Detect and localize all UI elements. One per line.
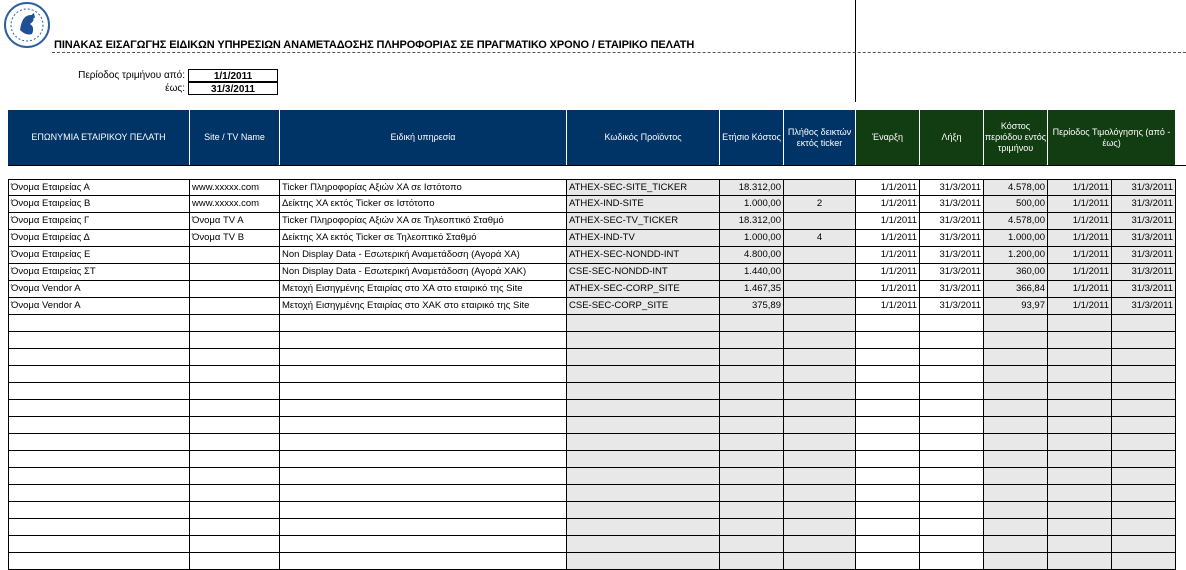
service-cell[interactable] — [280, 519, 567, 536]
index-count-cell[interactable] — [784, 298, 856, 315]
table-row — [8, 366, 1176, 383]
start-cell[interactable] — [856, 536, 920, 553]
end-cell[interactable] — [920, 417, 984, 434]
billing-to-cell[interactable] — [1112, 315, 1176, 332]
billing-to-cell[interactable] — [1112, 451, 1176, 468]
index-count-cell[interactable] — [784, 264, 856, 281]
site-cell[interactable]: Όνομα TV A — [190, 213, 280, 230]
annual-cost-cell[interactable] — [720, 417, 784, 434]
company-cell[interactable] — [8, 468, 190, 485]
billing-to-cell[interactable] — [1112, 383, 1176, 400]
index-count-cell[interactable] — [784, 451, 856, 468]
site-cell[interactable] — [190, 281, 280, 298]
start-cell[interactable]: 1/1/2011 — [856, 213, 920, 230]
annual-cost-cell[interactable] — [720, 434, 784, 451]
table-row — [8, 281, 1176, 298]
billing-to-cell[interactable] — [1112, 366, 1176, 383]
start-cell[interactable] — [856, 451, 920, 468]
index-count-cell[interactable] — [784, 349, 856, 366]
billing-from-cell[interactable]: 1/1/2011 — [1048, 281, 1112, 298]
product-code-cell[interactable] — [567, 502, 720, 519]
index-count-cell[interactable]: 2 — [784, 196, 856, 213]
company-cell[interactable]: Όνομα Εταιρείας Β — [8, 196, 190, 213]
annual-cost-cell[interactable]: 1.000,00 — [720, 196, 784, 213]
annual-cost-cell[interactable]: 1.000,00 — [720, 230, 784, 247]
site-cell[interactable] — [190, 332, 280, 349]
end-cell[interactable] — [920, 485, 984, 502]
site-cell[interactable] — [190, 468, 280, 485]
header-col-company: ΕΠΩΝΥΜΙΑ ΕΤΑΙΡΙΚΟΥ ΠΕΛΑΤΗ — [8, 110, 190, 165]
billing-from-cell[interactable]: 1/1/2011 — [1048, 264, 1112, 281]
billing-from-cell[interactable] — [1048, 383, 1112, 400]
period-cost-cell[interactable]: 4.578,00 — [984, 179, 1048, 196]
site-cell[interactable] — [190, 519, 280, 536]
annual-cost-cell[interactable] — [720, 502, 784, 519]
billing-from-cell[interactable] — [1048, 451, 1112, 468]
index-count-cell[interactable] — [784, 485, 856, 502]
billing-to-cell[interactable] — [1112, 400, 1176, 417]
table-row — [8, 383, 1176, 400]
start-cell[interactable] — [856, 349, 920, 366]
table-row — [8, 485, 1176, 502]
annual-cost-cell[interactable] — [720, 383, 784, 400]
service-cell[interactable]: Δείκτης ΧΑ εκτός Ticker σε Τηλεοπτικό Σταθμό — [280, 230, 567, 247]
period-cost-cell[interactable]: 1.200,00 — [984, 247, 1048, 264]
product-code-cell[interactable]: ATHEX-SEC-TV_TICKER — [567, 213, 720, 230]
start-cell[interactable]: 1/1/2011 — [856, 230, 920, 247]
index-count-cell[interactable] — [784, 553, 856, 570]
period-cost-cell[interactable] — [984, 519, 1048, 536]
service-cell[interactable] — [280, 536, 567, 553]
billing-to-cell[interactable] — [1112, 332, 1176, 349]
site-cell[interactable] — [190, 536, 280, 553]
period-from-label: Περίοδος τριμήνου από: — [78, 70, 185, 81]
table-row — [8, 179, 1176, 196]
table-row — [8, 349, 1176, 366]
site-cell[interactable] — [190, 349, 280, 366]
billing-from-cell[interactable] — [1048, 349, 1112, 366]
index-count-cell[interactable] — [784, 281, 856, 298]
product-code-cell[interactable] — [567, 519, 720, 536]
end-cell[interactable]: 31/3/2011 — [920, 281, 984, 298]
start-cell[interactable] — [856, 434, 920, 451]
service-cell[interactable]: Ticker Πληροφορίας Αξιών ΧΑ σε Τηλεοπτικό Σταθμό — [280, 213, 567, 230]
start-cell[interactable] — [856, 332, 920, 349]
table-row — [8, 247, 1176, 264]
start-cell[interactable] — [856, 383, 920, 400]
company-cell[interactable]: Όνομα Εταιρείας Α — [8, 179, 190, 196]
end-cell[interactable] — [920, 451, 984, 468]
end-cell[interactable]: 31/3/2011 — [920, 298, 984, 315]
product-code-cell[interactable] — [567, 332, 720, 349]
billing-to-cell[interactable] — [1112, 468, 1176, 485]
company-cell[interactable] — [8, 502, 190, 519]
product-code-cell[interactable] — [567, 485, 720, 502]
product-code-cell[interactable] — [567, 536, 720, 553]
table-header — [8, 110, 1176, 165]
table-row — [8, 196, 1176, 213]
table-row — [8, 502, 1176, 519]
annual-cost-cell[interactable] — [720, 332, 784, 349]
start-cell[interactable] — [856, 468, 920, 485]
end-cell[interactable] — [920, 536, 984, 553]
index-count-cell[interactable] — [784, 315, 856, 332]
site-cell[interactable] — [190, 400, 280, 417]
billing-to-cell[interactable] — [1112, 434, 1176, 451]
product-code-cell[interactable] — [567, 400, 720, 417]
company-cell[interactable]: Όνομα Εταιρείας Γ — [8, 213, 190, 230]
product-code-cell[interactable]: ATHEX-IND-SITE — [567, 196, 720, 213]
billing-to-cell[interactable] — [1112, 349, 1176, 366]
company-cell[interactable] — [8, 451, 190, 468]
billing-from-cell[interactable]: 1/1/2011 — [1048, 247, 1112, 264]
product-code-cell[interactable] — [567, 553, 720, 570]
start-cell[interactable]: 1/1/2011 — [856, 196, 920, 213]
index-count-cell[interactable] — [784, 383, 856, 400]
site-cell[interactable] — [190, 451, 280, 468]
product-code-cell[interactable] — [567, 468, 720, 485]
index-count-cell[interactable] — [784, 247, 856, 264]
exchange-logo — [2, 0, 52, 50]
table-row — [8, 400, 1176, 417]
billing-from-cell[interactable] — [1048, 417, 1112, 434]
product-code-cell[interactable] — [567, 383, 720, 400]
billing-to-cell[interactable] — [1112, 417, 1176, 434]
end-cell[interactable] — [920, 400, 984, 417]
service-cell[interactable] — [280, 383, 567, 400]
index-count-cell[interactable] — [784, 366, 856, 383]
company-cell[interactable] — [8, 400, 190, 417]
annual-cost-cell[interactable] — [720, 536, 784, 553]
table-row — [8, 230, 1176, 247]
annual-cost-cell[interactable]: 375,89 — [720, 298, 784, 315]
service-cell[interactable] — [280, 502, 567, 519]
period-cost-cell[interactable]: 4.578,00 — [984, 213, 1048, 230]
company-cell[interactable]: Όνομα Εταιρείας Δ — [8, 230, 190, 247]
period-cost-cell[interactable] — [984, 434, 1048, 451]
site-cell[interactable]: Όνομα TV B — [190, 230, 280, 247]
site-cell[interactable] — [190, 247, 280, 264]
product-code-cell[interactable]: ATHEX-SEC-SITE_TICKER — [567, 179, 720, 196]
annual-cost-cell[interactable] — [720, 519, 784, 536]
annual-cost-cell[interactable] — [720, 315, 784, 332]
site-cell[interactable]: www.xxxxx.com — [190, 196, 280, 213]
product-code-cell[interactable] — [567, 315, 720, 332]
header-col-billing-period: Περίοδος Τιμολόγησης (από - έως) — [1048, 110, 1176, 165]
header-col-end: Λήξη — [920, 110, 984, 165]
start-cell[interactable] — [856, 519, 920, 536]
period-to-label: έως: — [165, 83, 185, 94]
header-col-annual-cost: Ετήσιο Κόστος — [720, 110, 784, 165]
end-cell[interactable] — [920, 519, 984, 536]
start-cell[interactable] — [856, 366, 920, 383]
title-underline — [52, 52, 1186, 53]
billing-to-cell[interactable]: 31/3/2011 — [1112, 281, 1176, 298]
end-cell[interactable] — [920, 315, 984, 332]
period-cost-cell[interactable]: 366,84 — [984, 281, 1048, 298]
period-cost-cell[interactable]: 360,00 — [984, 264, 1048, 281]
table-row — [8, 417, 1176, 434]
end-cell[interactable] — [920, 553, 984, 570]
period-cost-cell[interactable]: 1.000,00 — [984, 230, 1048, 247]
company-cell[interactable] — [8, 519, 190, 536]
service-cell[interactable] — [280, 451, 567, 468]
period-cost-cell[interactable] — [984, 366, 1048, 383]
end-cell[interactable]: 31/3/2011 — [920, 196, 984, 213]
annual-cost-cell[interactable] — [720, 553, 784, 570]
billing-to-cell[interactable]: 31/3/2011 — [1112, 213, 1176, 230]
end-cell[interactable] — [920, 468, 984, 485]
service-cell[interactable]: Μετοχή Εισηγμένης Εταιρίας στο ΧΑΚ στο εταιρικό της Site — [280, 298, 567, 315]
site-cell[interactable] — [190, 502, 280, 519]
header-col-product-code: Κωδικός Προϊόντος — [567, 110, 720, 165]
company-cell[interactable] — [8, 315, 190, 332]
billing-to-cell[interactable] — [1112, 536, 1176, 553]
start-cell[interactable] — [856, 553, 920, 570]
billing-from-cell[interactable]: 1/1/2011 — [1048, 213, 1112, 230]
billing-from-cell[interactable] — [1048, 315, 1112, 332]
start-cell[interactable]: 1/1/2011 — [856, 298, 920, 315]
billing-to-cell[interactable] — [1112, 485, 1176, 502]
billing-from-cell[interactable] — [1048, 553, 1112, 570]
product-code-cell[interactable]: ATHEX-IND-TV — [567, 230, 720, 247]
product-code-cell[interactable] — [567, 417, 720, 434]
start-cell[interactable]: 1/1/2011 — [856, 264, 920, 281]
service-cell[interactable]: Non Display Data - Εσωτερική Αναμετάδοση (Αγορά ΧΑΚ) — [280, 264, 567, 281]
header-col-index-count: Πλήθος δεικτών εκτός ticker — [784, 110, 856, 165]
product-code-cell[interactable]: CSE-SEC-NONDD-INT — [567, 264, 720, 281]
sheet-divider — [855, 0, 856, 102]
period-cost-cell[interactable] — [984, 349, 1048, 366]
service-cell[interactable] — [280, 366, 567, 383]
company-cell[interactable]: Όνομα Vendor A — [8, 281, 190, 298]
billing-from-cell[interactable]: 1/1/2011 — [1048, 196, 1112, 213]
company-cell[interactable]: Όνομα Εταιρείας ΣΤ — [8, 264, 190, 281]
billing-from-cell[interactable]: 1/1/2011 — [1048, 179, 1112, 196]
billing-from-cell[interactable] — [1048, 502, 1112, 519]
period-cost-cell[interactable]: 93,97 — [984, 298, 1048, 315]
service-cell[interactable] — [280, 332, 567, 349]
company-cell[interactable]: Όνομα Vendor A — [8, 298, 190, 315]
end-cell[interactable] — [920, 383, 984, 400]
index-count-cell[interactable] — [784, 179, 856, 196]
billing-from-cell[interactable] — [1048, 536, 1112, 553]
table-row — [8, 519, 1176, 536]
site-cell[interactable] — [190, 383, 280, 400]
end-cell[interactable] — [920, 366, 984, 383]
period-cost-cell[interactable]: 500,00 — [984, 196, 1048, 213]
billing-from-cell[interactable] — [1048, 332, 1112, 349]
billing-to-cell[interactable]: 31/3/2011 — [1112, 247, 1176, 264]
table-row — [8, 451, 1176, 468]
period-cost-cell[interactable] — [984, 383, 1048, 400]
service-cell[interactable] — [280, 315, 567, 332]
index-count-cell[interactable] — [784, 332, 856, 349]
end-cell[interactable]: 31/3/2011 — [920, 264, 984, 281]
site-cell[interactable] — [190, 298, 280, 315]
billing-to-cell[interactable] — [1112, 519, 1176, 536]
annual-cost-cell[interactable] — [720, 400, 784, 417]
product-code-cell[interactable] — [567, 451, 720, 468]
billing-to-cell[interactable]: 31/3/2011 — [1112, 230, 1176, 247]
company-cell[interactable] — [8, 417, 190, 434]
header-col-period-cost: Κόστος περιόδου εντός τριμήνου — [984, 110, 1048, 165]
site-cell[interactable] — [190, 553, 280, 570]
table-row — [8, 468, 1176, 485]
company-cell[interactable] — [8, 553, 190, 570]
service-cell[interactable] — [280, 349, 567, 366]
table-row — [8, 434, 1176, 451]
table-row — [8, 553, 1176, 570]
billing-from-cell[interactable] — [1048, 468, 1112, 485]
start-cell[interactable] — [856, 400, 920, 417]
service-cell[interactable] — [280, 485, 567, 502]
annual-cost-cell[interactable] — [720, 451, 784, 468]
period-cost-cell[interactable] — [984, 315, 1048, 332]
index-count-cell[interactable]: 4 — [784, 230, 856, 247]
table-row — [8, 213, 1176, 230]
product-code-cell[interactable]: ATHEX-SEC-CORP_SITE — [567, 281, 720, 298]
data-grid — [8, 179, 1176, 570]
annual-cost-cell[interactable] — [720, 349, 784, 366]
end-cell[interactable] — [920, 434, 984, 451]
billing-to-cell[interactable]: 31/3/2011 — [1112, 196, 1176, 213]
period-cost-cell[interactable] — [984, 400, 1048, 417]
annual-cost-cell[interactable] — [720, 485, 784, 502]
company-cell[interactable] — [8, 383, 190, 400]
product-code-cell[interactable] — [567, 434, 720, 451]
start-cell[interactable]: 1/1/2011 — [856, 247, 920, 264]
service-cell[interactable] — [280, 417, 567, 434]
period-cost-cell[interactable] — [984, 332, 1048, 349]
header-col-start: Έναρξη — [856, 110, 920, 165]
product-code-cell[interactable]: ATHEX-SEC-NONDD-INT — [567, 247, 720, 264]
company-cell[interactable] — [8, 434, 190, 451]
product-code-cell[interactable] — [567, 349, 720, 366]
service-cell[interactable]: Δείκτης ΧΑ εκτός Ticker σε Ιστότοπο — [280, 196, 567, 213]
end-cell[interactable]: 31/3/2011 — [920, 213, 984, 230]
billing-from-cell[interactable]: 1/1/2011 — [1048, 230, 1112, 247]
annual-cost-cell[interactable] — [720, 468, 784, 485]
site-cell[interactable] — [190, 315, 280, 332]
annual-cost-cell[interactable]: 1.467,35 — [720, 281, 784, 298]
billing-from-cell[interactable] — [1048, 400, 1112, 417]
billing-to-cell[interactable]: 31/3/2011 — [1112, 179, 1176, 196]
billing-from-cell[interactable] — [1048, 434, 1112, 451]
table-row — [8, 315, 1176, 332]
company-cell[interactable] — [8, 366, 190, 383]
start-cell[interactable]: 1/1/2011 — [856, 179, 920, 196]
index-count-cell[interactable] — [784, 434, 856, 451]
period-cost-cell[interactable] — [984, 417, 1048, 434]
product-code-cell[interactable] — [567, 366, 720, 383]
billing-from-cell[interactable] — [1048, 485, 1112, 502]
start-cell[interactable] — [856, 315, 920, 332]
period-to-field[interactable]: 31/3/2011 — [188, 82, 278, 95]
index-count-cell[interactable] — [784, 536, 856, 553]
table-row — [8, 332, 1176, 349]
period-from-field[interactable]: 1/1/2011 — [188, 69, 278, 82]
period-cost-cell[interactable] — [984, 553, 1048, 570]
end-cell[interactable]: 31/3/2011 — [920, 179, 984, 196]
service-cell[interactable]: Non Display Data - Εσωτερική Αναμετάδοση (Αγορά ΧΑ) — [280, 247, 567, 264]
billing-to-cell[interactable]: 31/3/2011 — [1112, 264, 1176, 281]
company-cell[interactable]: Όνομα Εταιρείας Ε — [8, 247, 190, 264]
index-count-cell[interactable] — [784, 400, 856, 417]
service-cell[interactable] — [280, 468, 567, 485]
site-cell[interactable] — [190, 264, 280, 281]
end-cell[interactable] — [920, 349, 984, 366]
index-count-cell[interactable] — [784, 468, 856, 485]
product-code-cell[interactable]: CSE-SEC-CORP_SITE — [567, 298, 720, 315]
site-cell[interactable] — [190, 434, 280, 451]
page-title: ΠΙΝΑΚΑΣ ΕΙΣΑΓΩΓΗΣ ΕΙΔΙΚΩΝ ΥΠΗΡΕΣΙΩΝ ΑΝΑΜΕΤΑΔΟΣΗΣ ΠΛΗΡΟΦΟΡΙΑΣ ΣΕ ΠΡΑΓΜΑΤΙΚΟ ΧΡΟΝΟ / ΕΤΑΙΡΙΚΟ ΠΕΛΑΤΗ — [54, 39, 695, 51]
service-cell[interactable] — [280, 434, 567, 451]
service-cell[interactable] — [280, 553, 567, 570]
billing-from-cell[interactable] — [1048, 366, 1112, 383]
start-cell[interactable] — [856, 417, 920, 434]
billing-to-cell[interactable] — [1112, 553, 1176, 570]
site-cell[interactable] — [190, 485, 280, 502]
end-cell[interactable]: 31/3/2011 — [920, 230, 984, 247]
billing-to-cell[interactable]: 31/3/2011 — [1112, 298, 1176, 315]
start-cell[interactable]: 1/1/2011 — [856, 281, 920, 298]
index-count-cell[interactable] — [784, 417, 856, 434]
period-cost-cell[interactable] — [984, 502, 1048, 519]
period-cost-cell[interactable] — [984, 536, 1048, 553]
header-col-service: Ειδική υπηρεσία — [280, 110, 567, 165]
annual-cost-cell[interactable]: 1.440,00 — [720, 264, 784, 281]
index-count-cell[interactable] — [784, 519, 856, 536]
period-cost-cell[interactable] — [984, 485, 1048, 502]
billing-from-cell[interactable] — [1048, 519, 1112, 536]
table-row — [8, 298, 1176, 315]
table-row — [8, 264, 1176, 281]
site-cell[interactable] — [190, 417, 280, 434]
annual-cost-cell[interactable]: 18.312,00 — [720, 179, 784, 196]
billing-to-cell[interactable] — [1112, 502, 1176, 519]
company-cell[interactable] — [8, 536, 190, 553]
company-cell[interactable] — [8, 349, 190, 366]
end-cell[interactable]: 31/3/2011 — [920, 247, 984, 264]
start-cell[interactable] — [856, 502, 920, 519]
billing-from-cell[interactable]: 1/1/2011 — [1048, 298, 1112, 315]
site-cell[interactable]: www.xxxxx.com — [190, 179, 280, 196]
service-cell[interactable]: Μετοχή Εισηγμένης Εταιρίας στο ΧΑ στο εταιρικό της Site — [280, 281, 567, 298]
annual-cost-cell[interactable] — [720, 366, 784, 383]
company-cell[interactable] — [8, 485, 190, 502]
period-cost-cell[interactable] — [984, 468, 1048, 485]
service-cell[interactable]: Ticker Πληροφορίας Αξιών ΧΑ σε Ιστότοπο — [280, 179, 567, 196]
annual-cost-cell[interactable]: 18.312,00 — [720, 213, 784, 230]
header-separator — [8, 165, 1186, 166]
end-cell[interactable] — [920, 502, 984, 519]
index-count-cell[interactable] — [784, 213, 856, 230]
start-cell[interactable] — [856, 485, 920, 502]
annual-cost-cell[interactable]: 4.800,00 — [720, 247, 784, 264]
index-count-cell[interactable] — [784, 502, 856, 519]
service-cell[interactable] — [280, 400, 567, 417]
company-cell[interactable] — [8, 332, 190, 349]
header-col-site: Site / TV Name — [190, 110, 280, 165]
table-row — [8, 536, 1176, 553]
period-cost-cell[interactable] — [984, 451, 1048, 468]
site-cell[interactable] — [190, 366, 280, 383]
end-cell[interactable] — [920, 332, 984, 349]
